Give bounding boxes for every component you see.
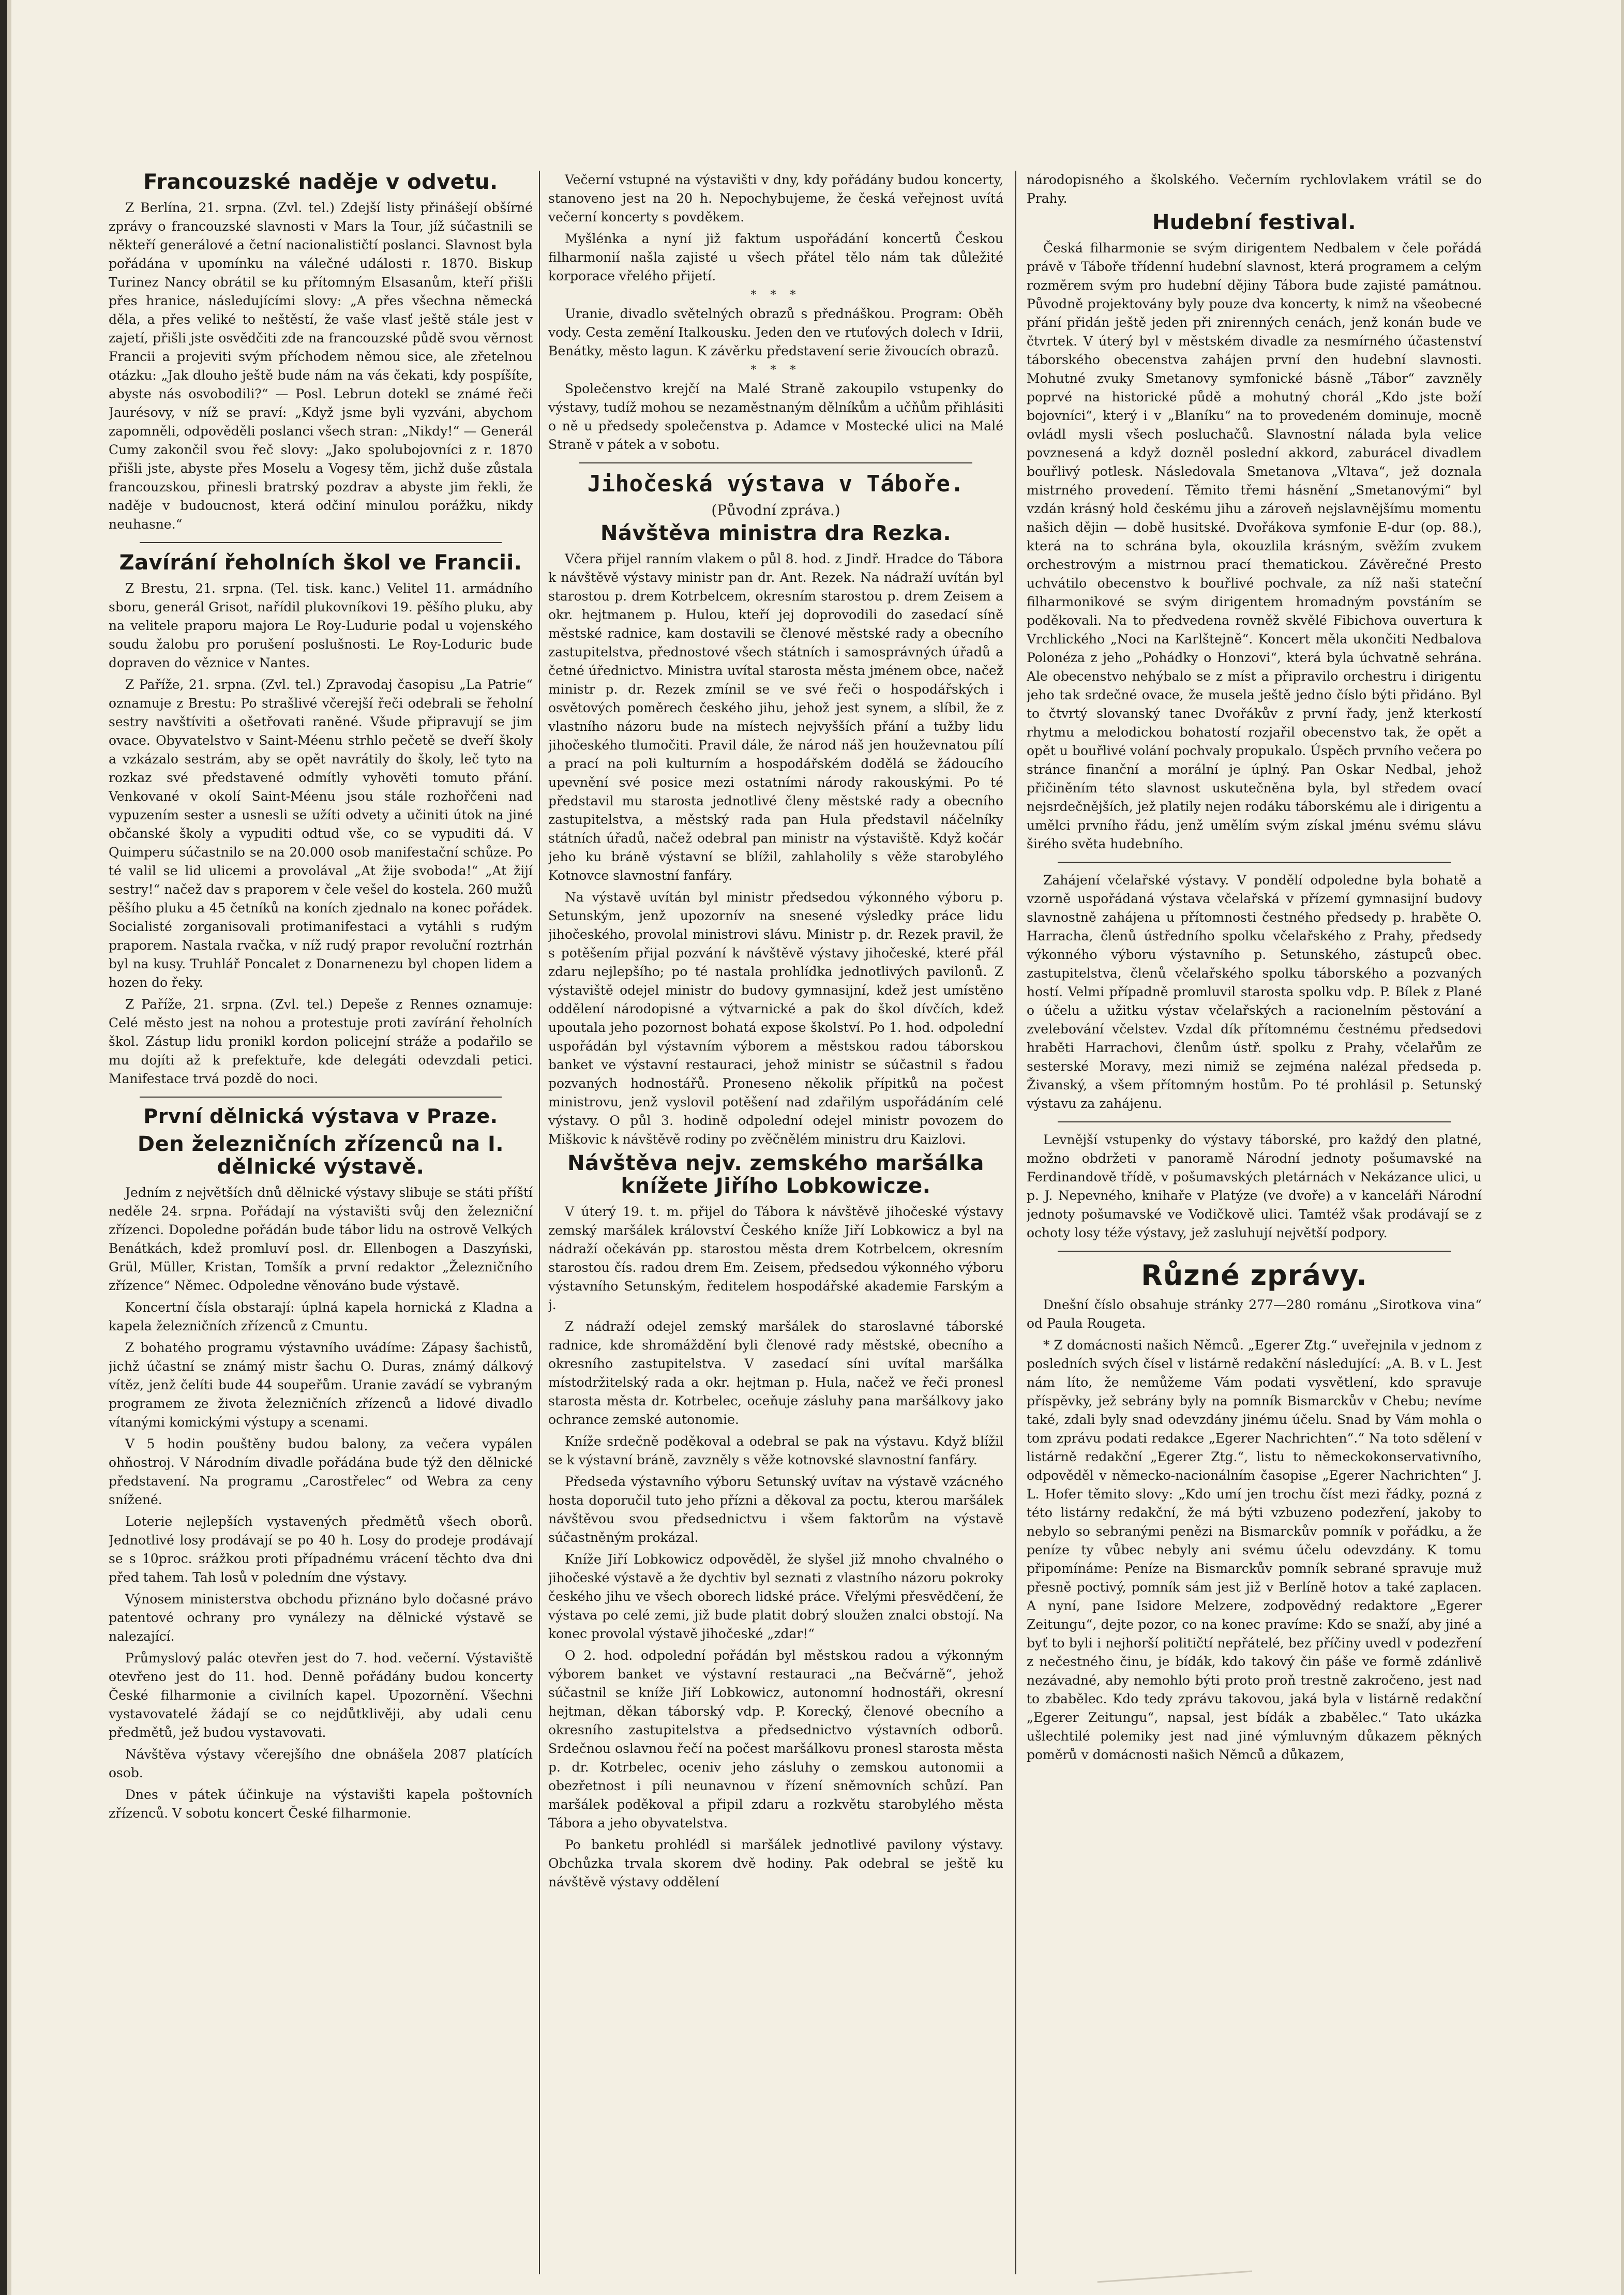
article-divider xyxy=(1058,1121,1451,1122)
column-rule-1 xyxy=(539,171,540,2274)
article-paragraph: V úterý 19. t. m. přijel do Tábora k návštěvě jihočeské výstavy zemský maršálek království Českého kníže Jiří Lobkowicz a byl na nádraží očekáván pp. starostou města drem Kotrbelcem, okresním starostou čís. radou drem Em. Zeisem, předsedou výkonného výboru výstavního Setunským, ředitelem hospodářské akademie Farským a j. xyxy=(548,1204,1003,1313)
article-paragraph: Myšlénka a nyní již faktum uspořádání koncertů Českou filharmonií našla zajisté u všech přátel tělo nám tak důležité korporace vřelého přijetí. xyxy=(548,231,1003,283)
page-edge-right xyxy=(1621,0,1624,2295)
article-paragraph: * Z domácnosti našich Němců. „Egerer Ztg.“ uveřejnila v jednom z posledních svých čísel v listárně redakční následující: „A. B. v L. Jest nám líto, že nemůžeme Vám podati vysvětlení, kdo spravuje příspěvky, jež sebrány byly na pomník Bismarckův v Chebu; nevíme také, zdali byly snad odevzdány jinému účelu. Snad by Vám mohla o tom zprávu podati redakce „Egerer Nachrichten“.“ Na toto sdělení v listárně redakční „Egerer Ztg.“, listu to německokonservativního, odpověděl v německo-nacionálním časopise „Egerer Nachrichten“ J. L. Hofer těmito slovy: „Kdo umí jen trochu číst mezi řádky, pozná z této listárny redakční, že má býti vzbuzeno podezření, jakoby to nebylo so sebranými penězi na Bismarckův pomník v pořádku, a že peníze ty vůbec nebyly ani svému účelu odevzdány. K tomu připomínáme: Peníze na Bismarckův pomník sebrané spravuje muž přesně poctivý, pomník sám jest již v Berlíně hotov a také zaplacen. A nyní, pane Isidore Melzere, zodpovědný redaktore „Egerer Zeitungu“, dejte pozor, co na konec pravíme: Kdo se snaží, aby jiné a byť to byli i nejhorší političtí nepřátelé, bez příčiny uvedl v podezření z nečestného činu, je bídák, kdo takový čin páše ve formě zdánlivě nezávadné, aby nemohlo býti proto proň trestně zakročeno, jest nad to zbabělec. Kdo tedy zprávu takovou, jaká byla v listárně redakční „Egerer Zeitungu“, napsal, jest bídák a zbabělec.“ Tato ukázka ušlechtilé polemiky jest nad jiné výmluvným důkazem pěkných poměrů v domácnosti našich Němců a důkazem, xyxy=(1027,1338,1482,1763)
article-paragraph: Výnosem ministerstva obchodu přiznáno bylo dočasné právo patentové ochrany pro vynálezy na dělnické výstavě se nalezající. xyxy=(109,1591,533,1644)
subtitle-puvodni-zprava: (Původní zpráva.) xyxy=(711,502,840,519)
article-paragraph: národopisného a školského. Večerním rychlovlakem vrátil se do Prahy. xyxy=(1027,172,1482,206)
article-paragraph: Levnější vstupenky do výstavy táborské, pro každý den platné, možno obdržeti v panoramě Národní jednoty pošumavské na Ferdinandově třídě, v pošumavských pletárnách v Nekázance ulici, u p. J. Nepevného, knihaře v Platýze (ve dvoře) a v kanceláři Národní jednoty pošumavské ve Vodičkově ulici. Tamtéž však prodávají se z ochoty losy téže výstavy, jež zasluhují největší podpory. xyxy=(1027,1132,1482,1240)
article-paragraph: Česká filharmonie se svým dirigentem Nedbalem v čele pořádá právě v Táboře třídenní hudební slavnost, která programem a celým rozměrem svým pro hudební dějiny Tábora bude zajisté památnou. Původně projektovány byly pouze dva koncerty, k nimž na všeobecné přání přidán ještě jeden při znirenných cenách, jenž konán bude ve čtvrtek. V úterý byl v městském divadle za nesmírného účastenství táborského obecenstva zahájen první den hudební slavnosti. Mohutné zvuky Smetanovy symfonické básně „Tábor“ zavzněly poprvé na historické půdě a mohutný chorál „Kdo jste boží bojovníci“, který i v „Blaníku“ na to provedeném dominuje, mocně ovládl mysli všech posluchačů. Slavnostní nálada byla velice povznesená a když dozněl poslední akkord, zaburácel divadlem bouřlivý potlesk. Následovala Smetanova „Vltava“, jež doznala mistrného provedení. Těmito třemi hásnění „Smetanovými“ byl vzdán krásný hold českému jihu a zároveň nejslavnějšímu momentu našich dějin — době husitské. Dvořákova symfonie E-dur (op. 88.), která na to schrána byla, okouzlila krásným, svěžím zvukem orchestrovým a mistrnou prací thematickou. Závěrečné Presto uchvátilo obecenstvo k bouřlivé pochvale, za níž naši stateční filharmonikové se svým dirigentem hromadným povstáním se poděkovali. Na to předvedena rovněž skvělé Fibichova ouvertura k Vrchlického „Noci na Karlštejně“. Koncert měla ukončiti Nedbalova Polonéza z jeho „Pohádky o Honzovi“, která byla úchvatně sehrána. Ale obecenstvo nehýbalo se z míst a připravilo orchestru i dirigentu jeho tak srdečné ovace, že musela ještě jedno číslo býti přidáno. Byl to čtvrtý slovanský tanec Dvořákův z první řady, jenž kterkostí rhytmu a melodickou bohatostí rozjařil obecenstvo tak, že opět a opět u bouřlivé volání pochvaly propukalo. Úspěch prvního večera po stránce finanční a morální je úplný. Pan Oskar Nedbal, jehož přičiněním této slavnost uskutečněna byla, byl středem ovací nejsrdečnějších, jež platily nejen rodáku táborskému ale i dirigentu a umělci prvního řádu, jenž umělím svým získal jménu svému slávu širého světa hudebního. xyxy=(1027,241,1482,851)
section-separator: * * * xyxy=(750,364,801,377)
article-divider xyxy=(140,1097,502,1098)
section-separator: * * * xyxy=(750,289,801,302)
article-paragraph: Návštěva výstavy včerejšího dne obnášela 2087 platících osob. xyxy=(109,1746,533,1780)
headline-jihoceska-vystava: Jihočeská výstava v Táboře. xyxy=(587,471,965,497)
article-paragraph: Večerní vstupné na výstavišti v dny, kdy pořádány budou koncerty, stanoveno jest na 20 h. Nepochybujeme, že česká veřejnost uvítá večerní koncerty s povděkem. xyxy=(548,172,1003,224)
article-paragraph: Z Paříže, 21. srpna. (Zvl. tel.) Depeše z Rennes oznamuje: Celé město jest na nohou a protestuje proti zavírání řeholních škol. Zástup lidu pronikl kordon policejní stráže a podařilo se mu dojíti až k prefektuře, kde delegáti odevzdali petici. Manifestace trvá pozdě do noci. xyxy=(109,997,533,1086)
article-paragraph: Z Paříže, 21. srpna. (Zvl. tel.) Zpravodaj časopisu „La Patrie“ oznamuje z Brestu: Po strašlivé včerejší řeči odebrali se řeholní sestry navštíviti a ošetřovati raněné. Všude připravují se jim ovace. Obyvatelstvo v Saint-Méenu strhlo pečetě se dveří školy a vzkázalo sestrám, aby se opět navrátily do školy, leč tyto na rozkaz své představené odmítly vyhověti tomuto přání. Venkované v okolí Saint-Méenu jsou stále rozhořčeni nad vypuzením sester a usnesli se užíti odvety a učiniti útok na jiné občanské školy a vypuditi odtud vše, co se vypuditi dá. V Quimperu súčastnilo se na 20.000 osob manifestační schůze. Po té valil se lid ulicemi a provolával „At žije svoboda!“ „At žijí sestry!“ načež dav s praporem v čele vešel do kostela. 260 mužů pěšího pluku a 45 četníků na koních zjednalo na konec pořádek. Socialisté zorganisovali protimanifestaci a vytáhli s rudým praporem. Nastala rvačka, v níž rudý prapor revoluční roztrhán byl na kusy. Truhlář Poncalet z Donarnenezu byl chopen lidem a hozen do řeky. xyxy=(109,677,533,990)
headline-ruzne-zpravy: Různé zprávy. xyxy=(1141,1259,1367,1292)
headline-francouzske-nadeje: Francouzské naděje v odvetu. xyxy=(143,171,498,194)
headline-navsteva-marsalka: Návštěva nejv. zemského maršálka knížete Jiřího Lobkowicze. xyxy=(567,1151,984,1198)
article-paragraph: Z Berlína, 21. srpna. (Zvl. tel.) Zdejší listy přinášejí obšírné zprávy o francouzské slavnosti v Mars la Tour, jíž súčastnili se někteří generálové a četní nacionalističtí poslanci. Slavnost byla pořádána v upomínku na válečné události r. 1870. Biskup Turinez Nancy obrátil se ku přítomným Elsasanům, kteří přišli přes hranice, následujícími slovy: „A přes všechna německá děla, a přes veliké to neštěstí, že vaše vlasť ještě stále jest v zajetí, přišli jste osvědčiti zde na francouzské půdě svou věrnost Francii a projeviti svým příchodem němou sice, ale zřetelnou otázku: „Jak dlouho ještě bude nám na vás čekati, kdy pospíšíte, abyste nás osvobodili?“ — Posl. Lebrun dotekl se známé řeči Jaurésovy, v níž se praví: „Když jsme byli vyzváni, abychom zapomněli, odpověděli poslanci všech stran: „Nikdy!“ — Generál Cumy zakončil svou řeč slovy: „Jako spolubojovníci z r. 1870 přišli jste, abyste přes Moselu a Vogesy těm, jichž duše zůstala francouzskou, přinesli bratrský pozdrav a abyste jim řekli, že naděje v budoucnost, která odčiní minulou porážku, nikdy neuhasne.“ xyxy=(109,200,533,532)
column-rule-2 xyxy=(1015,171,1016,2274)
article-paragraph: Z nádraží odejel zemský maršálek do staroslavné táborské radnice, kde shromáždění byli členové rady městské, obecního a okresního zastupitelstva. V zasedací síni uvítal maršálka místodržitelský rada a okr. hejtman p. Hula, načež ve řeči pronesl starosta města dr. Kotrbelec, oceňuje zásluhy pana maršálkovy jako ochrance zemské autonomie. xyxy=(548,1319,1003,1428)
article-paragraph: Na výstavě uvítán byl ministr předsedou výkonného výboru p. Setunským, jenž upozornív na snesené výsledky práce lidu jihočeského, provolal ministrovi slávu. Ministr p. dr. Rezek pravil, že s potěšením přijal pozvání k návštěvě výstavy jihočeské, které přál zdaru nejlepšího; po té nastala prohlídka jednotlivých pavilonů. Z výstaviště odejel ministr do budovy gymnasijní, kdež jest umístěno oddělení národopisné a výtvarnické a pak do škol dívčích, kdež upoutala jeho pozornost bohatá expose školství. Po 1. hod. odpolední uspořádán byl výstavním výborem a městskou radou táborskou banket ve výstavní restauraci, jehož ministr se súčastnil s řadou pozvaných hodnostářů. Proneseno několik přípitků na počest ministrovu, jenž vyslovil potěšení nad zdařilým uspořádáním celé výstavy. O půl 3. hodině odpolední odejel ministr povozem do Miškovic k návštěvě rodiny po zvěčnělém ministru dru Kaizlovi. xyxy=(548,890,1003,1147)
headline-zavirani-skol: Zavírání řeholních škol ve Francii. xyxy=(119,551,522,575)
article-divider xyxy=(579,462,972,463)
article-paragraph: O 2. hod. odpolední pořádán byl městskou radou a výkonným výborem banket ve výstavní restauraci „na Bečvárně“, jehož súčastnil se kníže Jiří Lobkowicz, autonomní hodnostáři, okresní hejtman, děkan táborský vdp. P. Korecký, členové obecního a okresního zastupitelstva a předsednictvo výstavních odborů. Srdečnou oslavnou řečí na počest maršálkovu pronesl starosta města p. dr. Kotrbelec, oceniv jeho zásluhy o zemskou autonomii a obezřetnost i píli neunavnou v řízení sněmovních schůzí. Pan maršálek poděkoval a připil zdaru a rozkvětu starobylého města Tábora a jeho obyvatelstva. xyxy=(548,1648,1003,1831)
article-paragraph: Zahájení včelařské výstavy. V pondělí odpoledne byla bohatě a vzorně uspořádaná výstava včelařská v přízemí gymnasijní budovy slavnostně zahájena u přítomnosti čestného předsedy p. hraběte O. Harracha, členů ústředního spolku včelařského z Prahy, předsedy výkonného výboru výstavního p. Setunského, zástupců obec. zastupitelstva, členů včelařského spolku táborského a pozvaných hostí. Velmi případně promluvil starosta spolku vdp. P. Bílek z Plané o účelu a užitku výstav včelařských a racionelním pěstování a zvelebování včelstev. Vzdal dík přítomnému čestnému předsedovi hraběti Harrachovi, členům ústř. spolku z Prahy, včelařům ze sesterské Moravy, mezi nimiž se zejména nalézal předseda p. Živanský, a všem přítomným hostům. Po té prohlásil p. Setunský výstavu za zahájenu. xyxy=(1027,873,1482,1111)
headline-navsteva-ministra: Návštěva ministra dra Rezka. xyxy=(600,521,952,546)
article-paragraph: Z Brestu, 21. srpna. (Tel. tisk. kanc.) Velitel 11. armádního sboru, generál Grisot, nařídil plukovníkovi 19. pěšího pluku, aby na velitele praporu majora Le Roy-Ludurie podal u vojenského soudu žalobu pro porušení poslušnosti. Le Roy-Loduric bude dopraven do věznice v Nantes. xyxy=(109,581,533,670)
column-3 xyxy=(1027,171,1482,2274)
article-paragraph: Z bohatého programu výstavního uvádíme: Zápasy šachistů, jichž účastní se známý mistr šachu O. Duras, známý dálkový vítěz, jenž čelíti bude 44 soupeřům. Uranie zavádí se vybraným programem ze života železničních zřízenců a lidové divadlo vítanými komickými výstupy a scenami. xyxy=(109,1340,533,1430)
article-paragraph: Po banketu prohlédl si maršálek jednotlivé pavilony výstavy. Obchůzka trvala skorem dvě hodiny. Pak odebral se ještě ku návštěvě výstavy oddělení xyxy=(548,1837,1003,1890)
article-divider xyxy=(140,542,502,543)
headline-hudebni-festival: Hudební festival. xyxy=(1152,211,1357,234)
article-paragraph: Uranie, divadlo světelných obrazů s přednáškou. Program: Oběh vody. Cesta zemění Italkousku. Jeden den ve rtuťových dolech v Idrii, Benátky, město lagun. K závěrku představení serie živoucích obrazů. xyxy=(548,306,1003,358)
article-paragraph: Loterie nejlepších vystavených předmětů všech oborů. Jednotlivé losy prodávají se po 40 h. Losy do prodeje prodávají se s 10proc. srážkou proti případnému vrácení těchto dva dni před tahem. Tah losů v poledním dne výstavy. xyxy=(109,1513,533,1585)
article-paragraph: V 5 hodin pouštěny budou balony, za večera vypálen ohňostroj. V Národním divadle pořádána bude týž den dělnické představení. Na programu „Carostřelec“ od Webra za ceny snížené. xyxy=(109,1436,533,1507)
article-paragraph: Dnešní číslo obsahuje stránky 277—280 románu „Sirotkova vina“ od Paula Rougeta. xyxy=(1027,1297,1482,1331)
article-paragraph: Kníže Jiří Lobkowicz odpověděl, že slyšel již mnoho chvalného o jihočeské výstavě a že dychtiv byl seznati z vlastního názoru pokroky českého jihu ve všech oborech lidské práce. Vřelými přesvědčení, že výstava po celé zemi, již bude platit dobrý sloužen znalci obstojí. Na konec provolal výstavě jihočeské „zdar!“ xyxy=(548,1552,1003,1642)
column-2 xyxy=(548,171,1003,2274)
article-paragraph: Předseda výstavního výboru Setunský uvítav na výstavě vzácného hosta doporučil tuto jeho přízni a děkoval za poctu, kterou maršálek návštěvou svou předsednictvu i všem faktorům na výstavě súčastněným prokázal. xyxy=(548,1474,1003,1546)
article-paragraph: Průmyslový palác otevřen jest do 7. hod. večerní. Výstaviště otevřeno jest do 11. hod. Denně pořádány budou koncerty České filharmonie a civilních kapel. Upozornění. Všechni vystavovatelé žádají se co nejdůtklivěji, aby udali cenu předmětů, jež budou vystavovati. xyxy=(109,1650,533,1740)
page-gutter xyxy=(7,0,11,2295)
article-divider xyxy=(1058,1251,1451,1252)
article-divider xyxy=(1058,862,1451,863)
headline-prvni-delnicka-vystava: První dělnická výstava v Praze. xyxy=(143,1105,498,1128)
article-paragraph: Včera přijel ranním vlakem o půl 8. hod. z Jindř. Hradce do Tábora k návštěvě výstavy ministr pan dr. Ant. Rezek. Na nádraží uvítán byl starostou p. drem Kotrbelcem, okresním starostou p. drem Zeisem a okr. hejtmanem p. Hulou, kteří jej doprovodili do zasedací síně městské radnice, kam dostavili se členové městské rady a obecního zastupitelstva, přednostové všech státních i samosprávných úřadů a četné úřednictvo. Ministra uvítal starosta města jménem obce, načež ministr p. dr. Rezek zmínil se ve své řeči o hospodářských i osvětových poměrech českého jihu, jehož jest synem, a slíbil, že z vlastního názoru bude na místech nejvyšších přání a tužby lidu jihočeského tlumočiti. Pravil dále, že národ náš jen houževnatou pílí a prací na poli kulturním a hospodářském dodělá se žádoucího upevnění své posice mezi ostatními národy rakouskými. Po té představil mu starosta jednotlivé členy městské rady a obecního zastupitelstva, a městský rada pan Hula představil náčelníky státních úřadů, načež odebral pan ministr na výstaviště. Když kočár jeho ku bráně výstavní se blížil, zahlaholily s věže starobylého Kotnovce slavnostní fanfáry. xyxy=(548,551,1003,883)
subheadline-den-zeleznicnich-zrizencu: Den železničních zřízenců na I. dělnické výstavě. xyxy=(137,1132,504,1179)
article-paragraph: Kníže srdečně poděkoval a odebral se pak na výstavu. Když blížil se k výstavní bráně, zavzněly s věže kotnovské slavnostní fanfáry. xyxy=(548,1434,1003,1468)
article-paragraph: Jedním z největších dnů dělnické výstavy slibuje se státi příští neděle 24. srpna. Pořádají na výstavišti svůj den železniční zřízenci. Dopoledne pořádán bude tábor lidu na ostrově Velkých Benátkách, kdež promluví posl. dr. Ellenbogen a Daszyński, Grül, Müller, Kristan, Tomšík a první redaktor „Železničního zřízence“ Němec. Odpoledne věnováno bude výstavě. xyxy=(109,1184,533,1293)
page-edge-shadow xyxy=(0,0,7,2295)
column-1 xyxy=(109,171,533,2274)
article-paragraph: Společenstvo krejčí na Malé Straně zakoupilo vstupenky do výstavy, tudíž mohou se nezaměstnaným dělníkům a učňům přihlásiti o ně u předsedy společenstva p. Adamce v Mostecké ulici na Malé Straně v pátek a v sobotu. xyxy=(548,381,1003,452)
article-paragraph: Dnes v pátek účinkuje na výstavišti kapela poštovních zřízenců. V sobotu koncert České filharmonie. xyxy=(109,1787,533,1821)
article-paragraph: Koncertní čísla obstarají: úplná kapela hornická z Kladna a kapela železničních zřízenců z Cmuntu. xyxy=(109,1299,533,1333)
